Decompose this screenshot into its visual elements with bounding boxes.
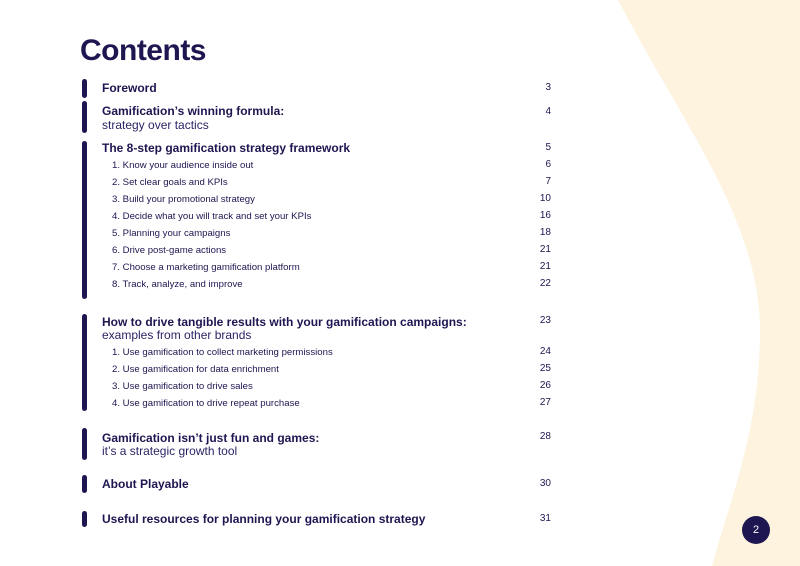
page-number-badge: 2 bbox=[742, 516, 770, 544]
toc-page-number: 21 bbox=[539, 261, 551, 272]
toc-page-number: 18 bbox=[539, 227, 551, 238]
toc-subitem[interactable]: 2. Set clear goals and KPIs bbox=[112, 177, 228, 188]
toc-subitem[interactable]: 3. Use gamification to drive sales bbox=[112, 381, 253, 392]
toc-subitem[interactable]: 8. Track, analyze, and improve bbox=[112, 279, 243, 290]
toc-page-number: 28 bbox=[539, 431, 551, 442]
toc-subitem[interactable]: 2. Use gamification for data enrichment bbox=[112, 364, 279, 375]
section-bar bbox=[82, 314, 87, 411]
toc-page-number: 23 bbox=[539, 315, 551, 326]
toc-subitem[interactable]: 4. Use gamification to drive repeat purchase bbox=[112, 398, 300, 409]
toc-winning-formula[interactable]: Gamification’s winning formula: bbox=[102, 104, 285, 118]
toc-page-number: 5 bbox=[545, 142, 551, 153]
toc-subitem[interactable]: 3. Build your promotional strategy bbox=[112, 194, 255, 205]
section-bar bbox=[82, 101, 87, 133]
toc-page-number: 30 bbox=[539, 478, 551, 489]
toc-page-number: 3 bbox=[545, 82, 551, 93]
toc-page-number: 7 bbox=[545, 176, 551, 187]
section-bar bbox=[82, 428, 87, 460]
toc-page-number: 27 bbox=[539, 397, 551, 408]
toc-tangible-results[interactable]: How to drive tangible results with your gamification campaigns: bbox=[102, 315, 467, 329]
toc-page-number: 25 bbox=[539, 363, 551, 374]
toc-resources[interactable]: Useful resources for planning your gamification strategy bbox=[102, 512, 426, 526]
toc-foreword[interactable]: Foreword bbox=[102, 81, 157, 95]
toc-about[interactable]: About Playable bbox=[102, 477, 189, 491]
toc-subitem[interactable]: 5. Planning your campaigns bbox=[112, 228, 231, 239]
section-bar bbox=[82, 511, 87, 527]
toc-page-number: 31 bbox=[539, 513, 551, 524]
toc-page-number: 16 bbox=[539, 210, 551, 221]
toc-winning-formula-subtitle: strategy over tactics bbox=[102, 118, 209, 132]
toc-not-just-fun-subtitle: it’s a strategic growth tool bbox=[102, 444, 238, 458]
toc-page-number: 24 bbox=[539, 346, 551, 357]
page-title: Contents bbox=[80, 34, 206, 67]
toc-page-number: 22 bbox=[539, 278, 551, 289]
toc-tangible-results-subtitle: examples from other brands bbox=[102, 328, 252, 342]
section-bar bbox=[82, 475, 87, 493]
cream-wave-shape bbox=[618, 0, 800, 566]
toc-subitem[interactable]: 4. Decide what you will track and set your KPIs bbox=[112, 211, 312, 222]
toc-page-number: 21 bbox=[539, 244, 551, 255]
toc-page-number: 10 bbox=[539, 193, 551, 204]
toc-subitem[interactable]: 6. Drive post-game actions bbox=[112, 245, 227, 256]
toc-framework[interactable]: The 8-step gamification strategy framework bbox=[102, 141, 351, 155]
toc-not-just-fun[interactable]: Gamification isn’t just fun and games: bbox=[102, 431, 320, 445]
toc-page-number: 6 bbox=[545, 159, 551, 170]
toc-page-number: 4 bbox=[545, 106, 551, 117]
toc-subitem[interactable]: 1. Use gamification to collect marketing permissions bbox=[112, 347, 333, 358]
toc-subitem[interactable]: 1. Know your audience inside out bbox=[112, 160, 254, 171]
section-bar bbox=[82, 141, 87, 299]
section-bar bbox=[82, 79, 87, 98]
toc-page-number: 26 bbox=[539, 380, 551, 391]
toc-subitem[interactable]: 7. Choose a marketing gamification platform bbox=[112, 262, 300, 273]
